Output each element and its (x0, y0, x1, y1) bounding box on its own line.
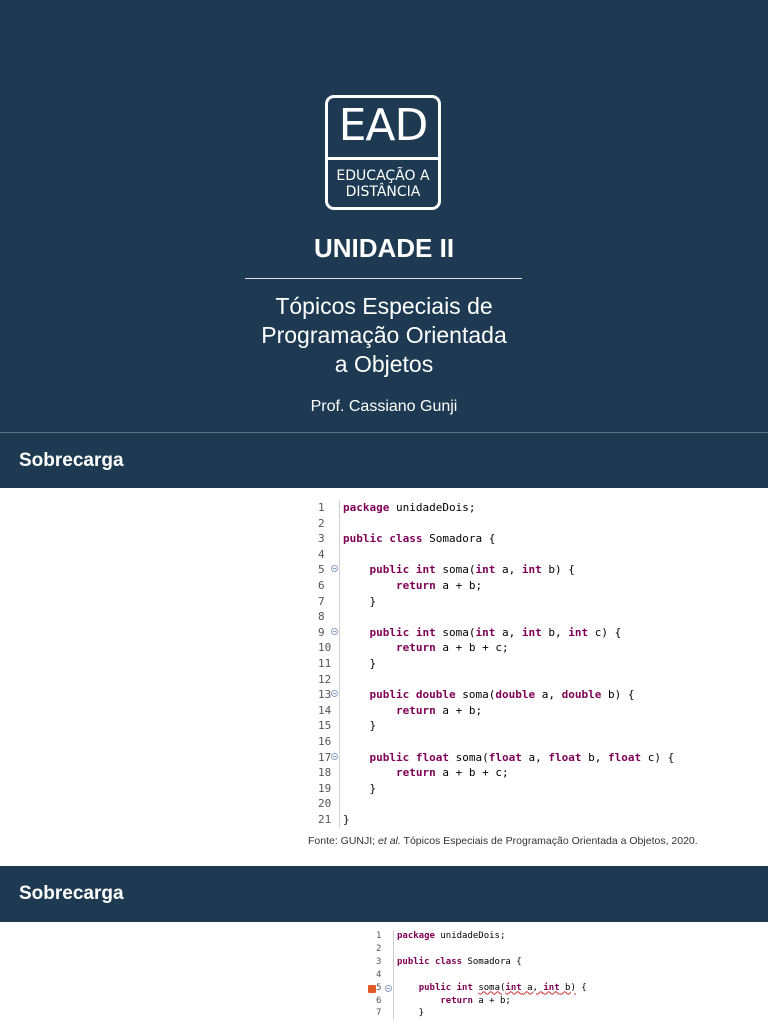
code-line: } (343, 657, 377, 670)
caption-suffix: Tópicos Especiais de Programação Orientada a Objetos, 2020. (400, 835, 698, 847)
title-divider (245, 278, 522, 279)
course-title-line-2: Programação Orientada (261, 322, 507, 348)
course-title-line-3: a Objetos (334, 351, 434, 377)
line-number: 13 (318, 688, 332, 702)
line-number: 16 (318, 735, 332, 748)
code-line: return a + b; (440, 995, 511, 1006)
slide-title-2: Sobrecarga (19, 883, 124, 904)
line-number: 3 (318, 532, 325, 546)
code-line: public double soma(double a, double b) { (369, 688, 635, 702)
code-line: } (343, 781, 377, 795)
code-line: return a + b; (395, 579, 483, 592)
code-line: } (343, 813, 350, 826)
code-listing-2 (376, 930, 676, 1024)
code-listing-1 (318, 500, 718, 830)
error-marker-icon[interactable] (368, 985, 376, 993)
ead-logo (325, 95, 441, 210)
caption-etal: et al. (378, 835, 401, 847)
line-number: 12 (318, 672, 332, 686)
source-caption (308, 835, 698, 847)
code-line: public class Somadora { (397, 956, 522, 967)
line-number: 19 (318, 781, 332, 795)
title-slide (0, 0, 768, 432)
professor-name: Prof. Cassiano Gunji (310, 398, 458, 415)
line-number: 2 (318, 516, 325, 530)
code-line: public int soma(int a, int b) { (418, 982, 587, 993)
line-number: 18 (318, 766, 332, 780)
line-number: 5 (318, 563, 325, 577)
course-title (0, 292, 768, 379)
logo-line-1: EDUCAÇÃO A (336, 168, 430, 184)
code-line: public float soma(float a, float b, float c) { (369, 750, 675, 764)
line-number: 7 (376, 1008, 382, 1019)
line-number: 2 (376, 943, 382, 954)
code-line: package unidadeDois; (397, 931, 506, 941)
line-number: 6 (376, 995, 382, 1006)
code-line: package unidadeDois; (343, 501, 476, 514)
code-line: public class Somadora { (343, 532, 496, 546)
code-line: } (397, 1008, 425, 1019)
line-number: 4 (376, 969, 382, 980)
code-line: public int soma(int a, int b, int c) { (369, 625, 622, 639)
code-line: public int soma(int a, int b) { (369, 563, 575, 577)
code-line: return a + b + c; (395, 766, 509, 780)
fold-toggle-icon[interactable] (331, 628, 338, 635)
caption-prefix: Fonte: GUNJI; (308, 835, 379, 847)
unit-title: UNIDADE II (313, 233, 455, 263)
code-line: return a + b; (395, 703, 483, 717)
logo-divider (328, 157, 438, 160)
line-number: 20 (318, 797, 332, 811)
code-line: return a + b + c; (395, 641, 509, 655)
line-number: 15 (318, 719, 332, 733)
line-number: 5 (376, 982, 382, 993)
line-number: 14 (318, 703, 332, 717)
slide-header-2 (0, 866, 768, 922)
line-number: 17 (318, 750, 332, 764)
line-number: 6 (318, 579, 325, 592)
slide-header-1 (0, 432, 768, 488)
line-number: 3 (376, 956, 382, 967)
line-number: 11 (318, 657, 332, 670)
line-number: 4 (318, 547, 325, 561)
line-number: 10 (318, 641, 332, 655)
code-line: } (343, 719, 377, 733)
line-number: 1 (318, 501, 325, 514)
line-number: 21 (318, 813, 332, 826)
logo-main-text: EAD (338, 100, 428, 151)
line-number: 9 (318, 625, 325, 639)
course-title-line-1: Tópicos Especiais de (275, 293, 493, 319)
line-number: 1 (376, 931, 382, 941)
fold-toggle-icon[interactable] (385, 985, 392, 992)
fold-toggle-icon[interactable] (331, 753, 338, 760)
line-number: 7 (318, 594, 325, 608)
line-number: 8 (318, 610, 325, 624)
slide-title-1: Sobrecarga (19, 450, 124, 471)
logo-line-2: DISTÂNCIA (345, 184, 421, 200)
code-line: } (343, 594, 377, 608)
